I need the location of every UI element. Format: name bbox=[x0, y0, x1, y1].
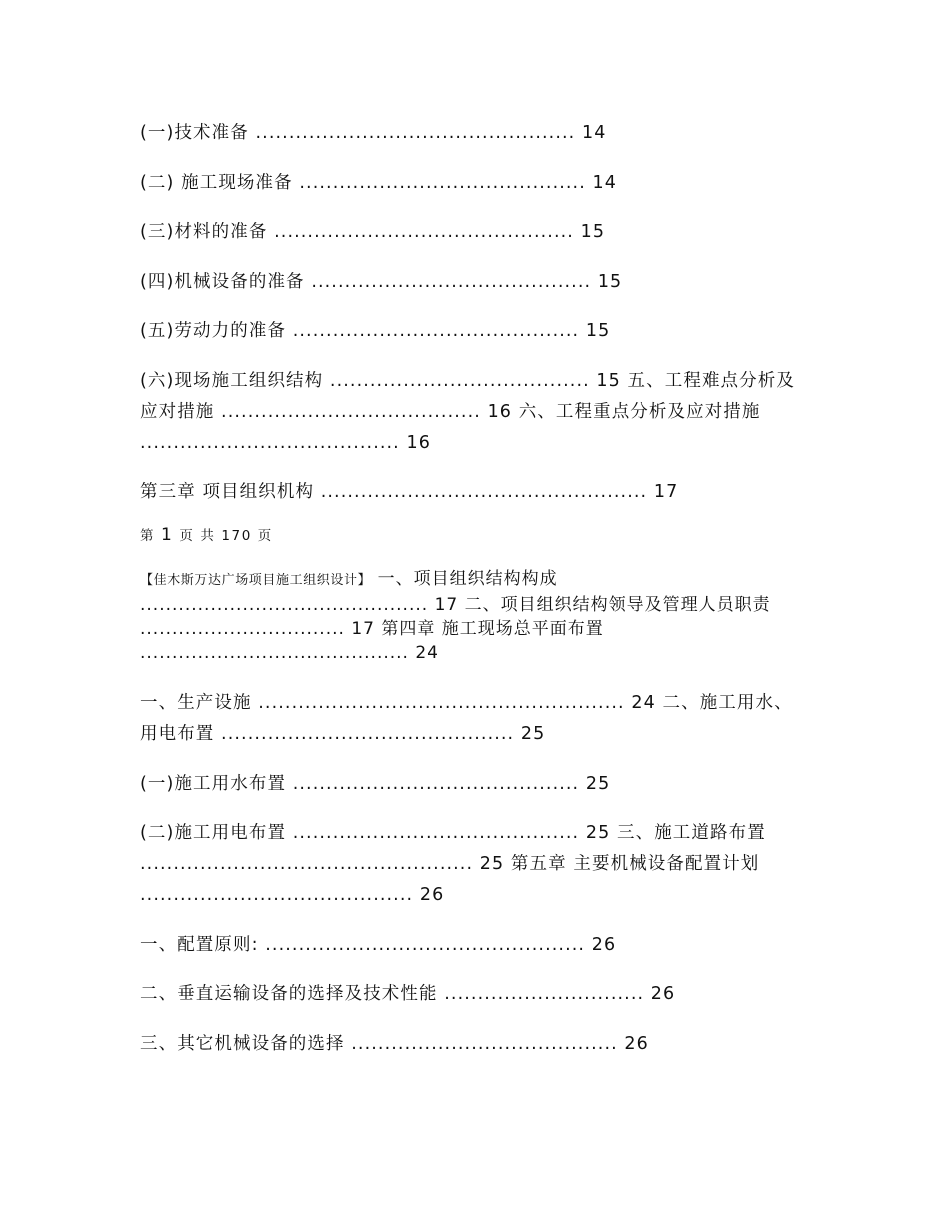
document-page bbox=[140, 118, 810, 1060]
toc-entry-chapter-3: 第三章 项目组织机构 ................................................. 17 bbox=[140, 482, 679, 502]
toc-entry-labor-prep: (五)劳动力的准备 ........................................... 15 bbox=[140, 321, 611, 341]
toc-entry-production-facilities: 一、生产设施 ....................................................... 24 二、施工用水、用电布置 ............................................ 25 bbox=[140, 693, 793, 744]
footer-page-number: 1 bbox=[161, 525, 174, 545]
toc-entry-other-machinery: 三、其它机械设备的选择 ........................................ 26 bbox=[140, 1033, 649, 1054]
toc-entry-vertical-transport: 二、垂直运输设备的选择及技术性能 .............................. 26 bbox=[140, 984, 676, 1004]
toc-entry-site-organization: (六)现场施工组织结构 ....................................... 15 五、工程难点分析及应对措施 ....................................... 16 六、工程重点分析及应对措施 ....................................... 16 bbox=[140, 370, 795, 453]
document-title: 【佳木斯万达广场项目施工组织设计】 bbox=[140, 573, 372, 588]
page-header-block bbox=[140, 567, 810, 665]
page-footer bbox=[140, 524, 810, 547]
toc-entry-power-layout: (二)施工用电布置 ........................................... 25 三、施工道路布置 .................................................. 25 第五章 主要机械设备配置计划 ......................................... 26 bbox=[140, 823, 766, 905]
toc-entry-technical-prep: (一)技术准备 ................................................ 14 bbox=[140, 123, 607, 143]
toc-entry-material-prep: (三)材料的准备 ............................................. 15 bbox=[140, 222, 606, 242]
footer-suffix: 页 共 170 页 bbox=[179, 528, 273, 544]
toc-entry-machinery-prep: (四)机械设备的准备 .......................................... 15 bbox=[140, 271, 623, 292]
header-toc-text: 一、项目组织结构构成 ............................................. 17 二、项目组织结构领导及管理人员职责 ................................ 17 第四章 施工现场总平面布置 .......................................... 24 bbox=[140, 569, 771, 663]
toc-entry-config-principles: 一、配置原则: ................................................ 26 bbox=[140, 934, 617, 955]
footer-prefix: 第 bbox=[140, 528, 156, 544]
toc-entry-site-prep: (二) 施工现场准备 ........................................... 14 bbox=[140, 172, 618, 193]
toc-entry-water-layout: (一)施工用水布置 ........................................... 25 bbox=[140, 773, 611, 794]
